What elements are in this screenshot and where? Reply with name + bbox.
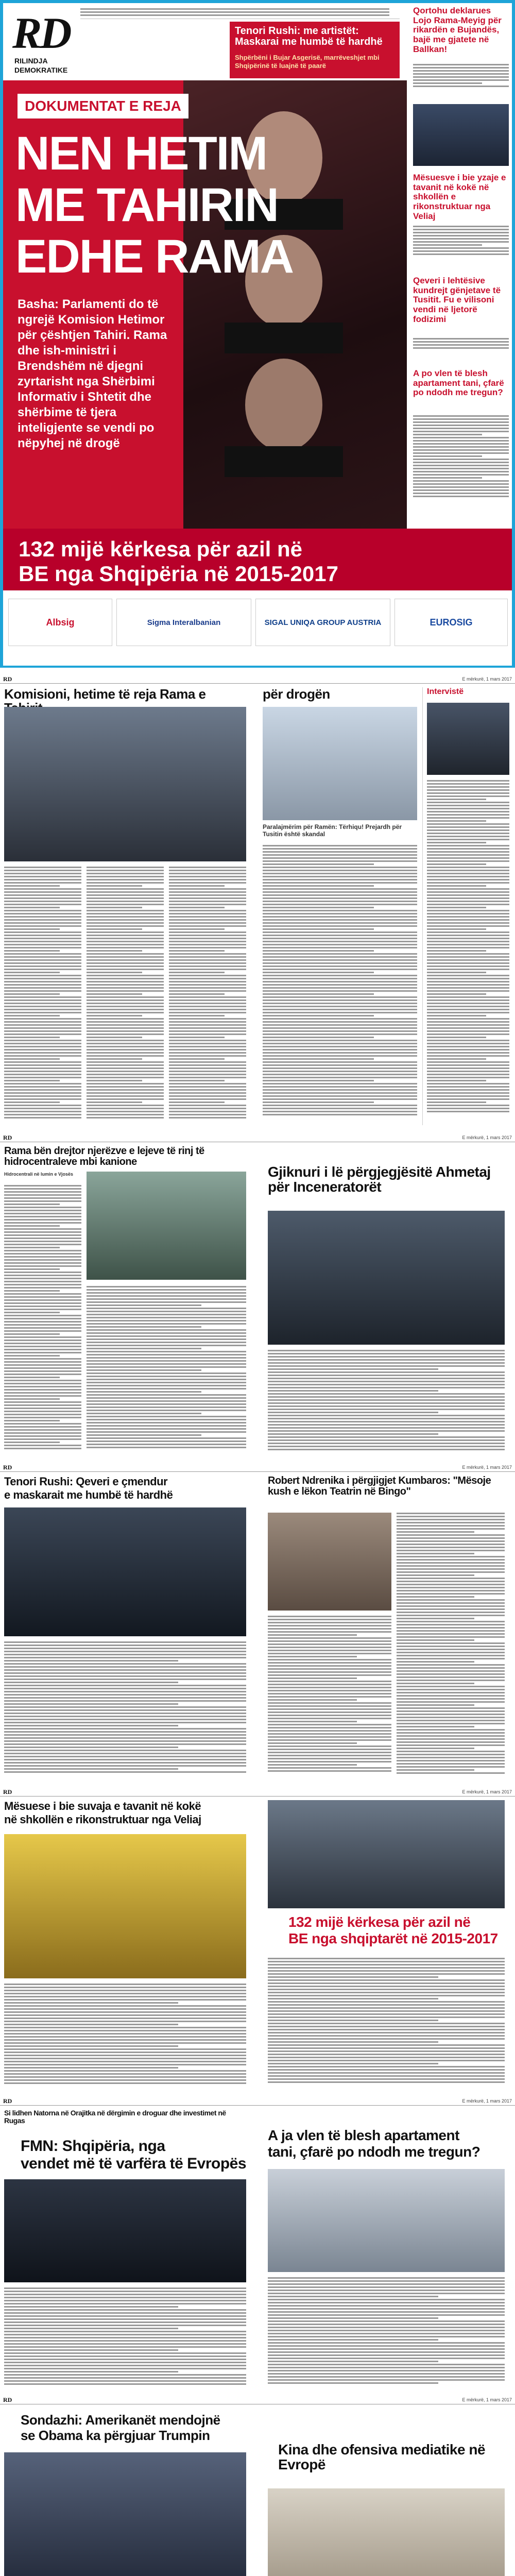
page-date: E mërkurë, 1 mars 2017 — [462, 1789, 512, 1794]
headline-line-2: ME TAHIRIN — [15, 179, 278, 231]
side-item-2[interactable]: Qeveri i lehtësive kundrejt gënjetave të Tusitit. Fu e vilisoni vendi në ljetorë fodizimi — [413, 276, 501, 324]
page-header — [0, 2097, 515, 2106]
headline-line-1: NEN HETIM — [15, 127, 267, 180]
page7-right-headline[interactable]: Kina dhe ofensiva mediatike në Evropë — [278, 2442, 486, 2473]
page-logo: RD — [3, 1464, 12, 1471]
paper-name-line1: RILINDJA — [14, 57, 48, 65]
ad-sigma[interactable]: Sigma Interalbanian — [116, 599, 251, 646]
page-header — [0, 675, 515, 684]
side-column — [410, 3, 512, 529]
page7-headline-2[interactable]: se Obama ka përgjuar Trumpin — [21, 2428, 210, 2443]
page6-right-headline-1[interactable]: A ja vlen të blesh apartament — [268, 2127, 459, 2143]
page-5 — [0, 1788, 515, 2092]
page-6 — [0, 2097, 515, 2391]
page-logo: RD — [3, 675, 12, 683]
page3-right-headline[interactable]: Gjiknuri i lë përgjegjësitë Ahmetaj për Inceneratorët — [268, 1164, 491, 1195]
page-date: E mërkurë, 1 mars 2017 — [462, 1135, 512, 1140]
top-story-sub: Shpërbëni i Bujar Asgerisë, marrëveshjet mbi Shqipërinë të luajnë të paarë — [235, 54, 380, 70]
paper-name-line2: DEMOKRATIKE — [14, 66, 68, 74]
page-3 — [0, 1133, 515, 1458]
page-2 — [0, 675, 515, 1128]
page-logo: RD — [3, 1788, 12, 1795]
page-header — [0, 1463, 515, 1472]
page2-headline[interactable]: Komisioni, hetime të reja Rama e — [4, 686, 206, 702]
page-date: E mërkurë, 1 mars 2017 — [462, 676, 512, 682]
page4-right-headline[interactable]: Robert Ndrenika i përgjigjet Kumbaros: "Mësoje kush e lëkon Teatrin në Bingo" — [268, 1475, 491, 1497]
side-item-1[interactable]: Mësuesve i bie yzaje e tavanit në kokë në shkollën e rikonstruktuar nga Veliaj — [413, 173, 506, 221]
azil-banner-line2: BE nga Shqipëria në 2015-2017 — [19, 562, 338, 586]
azil-banner-line1: 132 mijë kërkesa për azil në — [19, 537, 303, 561]
page4-headline-2[interactable]: e maskarait me humbë të hardhë — [4, 1488, 173, 1501]
page5-headline-1[interactable]: Mësuese i bie suvaja e tavanit në kokë — [4, 1800, 201, 1812]
ad-eurosig[interactable]: EUROSIG — [394, 599, 508, 646]
page-header — [0, 1133, 515, 1142]
lead-story[interactable] — [3, 80, 407, 529]
page-date: E mërkurë, 1 mars 2017 — [462, 2397, 512, 2402]
page-logo: RD — [3, 2097, 12, 2105]
front-page — [0, 0, 515, 668]
page6-headline-2[interactable]: vendet më të varfëra të Evropës — [21, 2155, 247, 2172]
side-photo-1 — [413, 104, 509, 166]
ads-strip — [3, 594, 512, 666]
page2-caption: Paralajmërim për Ramën: Tërhiqu! Prejardh për Tusitin është skandal — [263, 823, 402, 838]
page2-photo-2 — [263, 707, 417, 820]
top-story-box[interactable] — [230, 22, 400, 78]
page-date: E mërkurë, 1 mars 2017 — [462, 1465, 512, 1470]
page-7 — [0, 2396, 515, 2576]
logo: RD — [12, 8, 70, 58]
page3-photo — [87, 1172, 246, 1280]
lead-summary: Basha: Parlamenti do të ngrejë Komision Hetimor për çështjen Tahiri. Rama dhe ish-ministri i Brendshëm në djegni zyrtarisht nga Shërbimi Informativ i Shtetit dhe shërbime të tjera inteligjente se vendi po nëpyhej në drogë — [18, 297, 167, 450]
page6-right-headline-2[interactable]: tani, çfarë po ndodh me tregun? — [268, 2144, 480, 2160]
page3-headline[interactable]: Rama bën drejtor njerëzve e lejeve të rinj të hidrocentraleve mbi kanione — [4, 1145, 204, 1167]
page5-headline-2[interactable]: në shkollën e rikonstruktuar nga Veliaj — [4, 1813, 201, 1826]
top-story-title: Tenori Rushi: me artistët: Maskarai me humbë të hardhë — [235, 25, 383, 47]
page-header — [0, 1788, 515, 1797]
page6-top-strip[interactable]: Si lidhen Natorna në Orajitka në dërgimin e droguar dhe investimet në Rugas — [4, 2109, 226, 2125]
ad-albsig[interactable]: Albsig — [8, 599, 112, 646]
page-4 — [0, 1463, 515, 1783]
page5-right-headline-1[interactable]: 132 mijë kërkesa për azil në — [288, 1914, 471, 1930]
page4-headline-1[interactable]: Tenori Rushi: Qeveri e çmendur — [4, 1475, 168, 1488]
page-header — [0, 2396, 515, 2404]
page-date: E mërkurë, 1 mars 2017 — [462, 2098, 512, 2104]
page3-left-sub: Hidrocentrali në lumin e Vjosës — [4, 1172, 74, 1177]
page-logo: RD — [3, 1134, 12, 1141]
page2-side-headline[interactable]: Intervistë — [427, 687, 464, 696]
side-item-3[interactable]: A po vlen të blesh apartament tani, çfarë po ndodh me tregun? — [413, 368, 504, 398]
page2-photo — [4, 707, 246, 861]
page5-right-headline-2[interactable]: BE nga shqiptarët në 2015-2017 — [288, 1930, 498, 1946]
page6-headline-1[interactable]: FMN: Shqipëria, nga — [21, 2138, 165, 2155]
page-logo: RD — [3, 2396, 12, 2403]
ad-sigal[interactable]: SIGAL UNIQA GROUP AUSTRIA — [255, 599, 390, 646]
masthead-info-strip — [80, 6, 400, 19]
azil-banner[interactable] — [3, 529, 512, 590]
page2-sidebar — [422, 687, 511, 1125]
side-top-story[interactable]: Qortohu deklarues Lojo Rama-Meyig për rikardën e Bujandës, bajë me gjatete në Ballkan! — [413, 6, 502, 54]
page2-second-headline[interactable]: për drogën — [263, 686, 330, 702]
headline-line-3: EDHE RAMA — [15, 230, 294, 283]
kicker: DOKUMENTAT E REJA — [18, 94, 188, 118]
page7-headline-1[interactable]: Sondazhi: Amerikanët mendojnë — [21, 2412, 220, 2428]
